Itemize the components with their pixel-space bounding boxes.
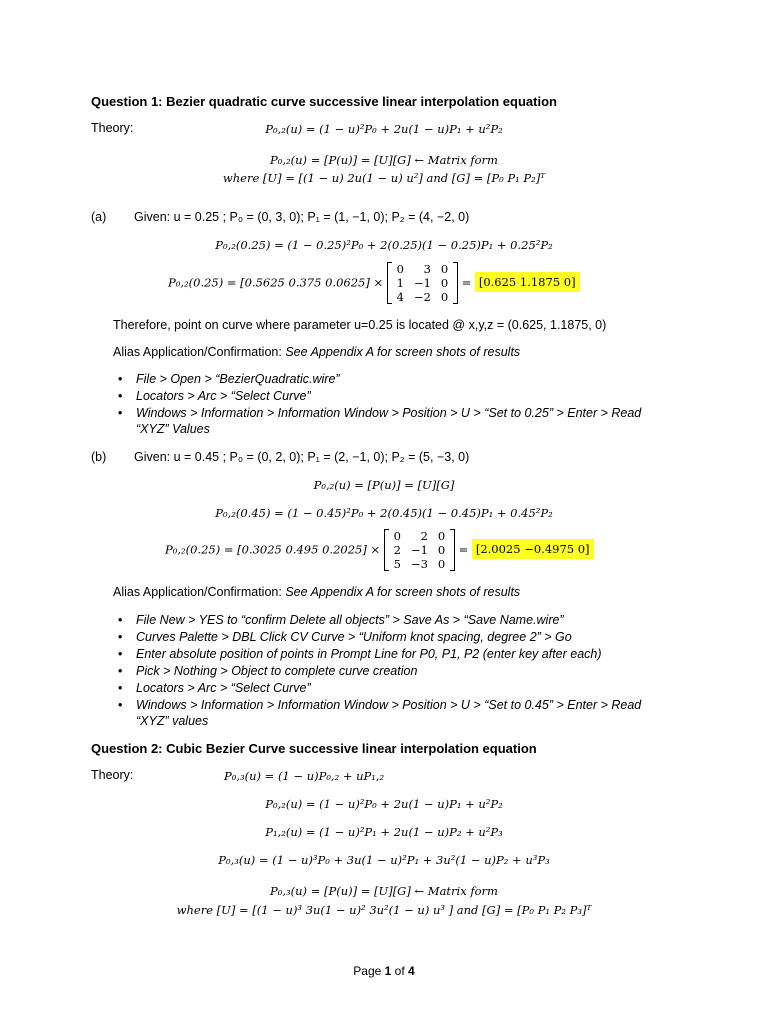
q1.a-cell: 4 bbox=[396, 290, 404, 304]
q2-eq2: P₀,₂(u) = (1 − u)²P₀ + 2u(1 − u)P₁ + u²P₂ bbox=[265, 797, 503, 811]
q1a-bullet-3-cont: “XYZ” Values bbox=[136, 422, 210, 436]
q1a-label: (a) bbox=[91, 210, 107, 224]
q1.a-cell: 3 bbox=[423, 262, 431, 276]
q1.b-cell: 2 bbox=[393, 543, 401, 557]
q1b-g-matrix bbox=[384, 529, 456, 571]
q1.b-cell: 5 bbox=[393, 557, 401, 571]
q1.a-cell: 1 bbox=[396, 276, 404, 290]
q1a-equals: = bbox=[461, 275, 472, 290]
q1b-given: Given: u = 0.45 ; P₀ = (0, 2, 0); P₁ = (2, −1, 0); P₂ = (5, −3, 0) bbox=[134, 450, 470, 464]
q1.a-cell: 0 bbox=[440, 290, 449, 304]
q2-eq4: P₀,₃(u) = (1 − u)³P₀ + 3u(1 − u)²P₁ + 3u²(1 − u)P₂ + u³P₃ bbox=[218, 853, 550, 867]
q2-eq3: P₁,₂(u) = (1 − u)²P₁ + 2u(1 − u)P₂ + u²P₃ bbox=[265, 825, 503, 839]
q1b-lhs: P₀,₂(0.25) = [0.3025 0.495 0.2025] × bbox=[165, 542, 381, 557]
page-word: Page bbox=[353, 964, 382, 978]
q1a-alias bbox=[113, 345, 520, 359]
q1.a-cell: −1 bbox=[413, 276, 431, 290]
q1.b-cell: 2 bbox=[420, 529, 428, 543]
q1.a-cell: −2 bbox=[413, 290, 431, 304]
q1a-alias-note: See Appendix A for screen shots of results bbox=[285, 345, 521, 359]
q1a-given: Given: u = 0.25 ; P₀ = (0, 3, 0); P₁ = (1, −1, 0); P₂ = (4, −2, 0) bbox=[134, 210, 470, 224]
q1b-bullet-6: • Windows > Information > Information Window > Position > U > “Set to 0.45” > Enter > Read bbox=[136, 698, 641, 712]
page-total: 4 bbox=[408, 964, 415, 978]
q1a-bullet-3: • Windows > Information > Information Window > Position > U > “Set to 0.25” > Enter > Read bbox=[136, 406, 641, 420]
q1-heading: Question 1: Bezier quadratic curve successive linear interpolation equation bbox=[91, 94, 557, 109]
q1.a-cell: 0 bbox=[440, 276, 449, 290]
q1b-bullet-3: • Enter absolute position of points in Prompt Line for P0, P1, P2 (enter key after each) bbox=[136, 647, 602, 661]
q1b-result: [2.0025 −0.4975 0] bbox=[472, 539, 594, 559]
q1b-equals: = bbox=[458, 542, 469, 557]
q1b-bullet-4: • Pick > Nothing > Object to complete curve creation bbox=[136, 664, 417, 678]
q1b-bullet-5: • Locators > Arc > “Select Curve” bbox=[136, 681, 311, 695]
q2-where: where [U] = [(1 − u)³ 3u(1 − u)² 3u²(1 − u) u³ ] and [G] = [P₀ P₁ P₂ P₃]ᵀ bbox=[176, 903, 592, 917]
q1-matrix-form: P₀,₂(u) = [P(u)] = [U][G] ← Matrix form bbox=[270, 153, 498, 167]
q1a-bullet-2: • Locators > Arc > “Select Curve” bbox=[136, 389, 311, 403]
q1.b-cell: 0 bbox=[437, 529, 446, 543]
q2-heading: Question 2: Cubic Bezier Curve successive linear interpolation equation bbox=[91, 741, 537, 756]
q1-where: where [U] = [(1 − u) 2u(1 − u) u²] and [G] = [P₀ P₁ P₂]ᵀ bbox=[222, 171, 546, 185]
q1.a-cell: 0 bbox=[396, 262, 404, 276]
q2-matrix-form: P₀,₃(u) = [P(u)] = [U][G] ← Matrix form bbox=[270, 884, 498, 898]
q2-eq1: P₀,₃(u) = (1 − u)P₀,₂ + uP₁,₂ bbox=[224, 769, 385, 783]
page-footer bbox=[0, 964, 768, 978]
q1-theory-eq1: P₀,₂(u) = (1 − u)²P₀ + 2u(1 − u)P₁ + u²P₂ bbox=[265, 122, 503, 136]
q1-theory-label: Theory: bbox=[91, 121, 134, 135]
q1.b-cell: 0 bbox=[393, 529, 401, 543]
q1.b-cell: −3 bbox=[410, 557, 428, 571]
q1a-eq: P₀,₂(0.25) = (1 − 0.25)²P₀ + 2(0.25)(1 − 0.25)P₁ + 0.25²P₂ bbox=[215, 238, 553, 252]
q1b-matrix-row bbox=[165, 529, 594, 571]
q1a-matrix-row bbox=[168, 262, 580, 304]
q1b-bullet-6-cont: “XYZ” values bbox=[136, 714, 209, 728]
q1b-alias bbox=[113, 585, 520, 599]
q1.b-cell: 0 bbox=[437, 543, 446, 557]
q1b-eq: P₀,₂(0.45) = (1 − 0.45)²P₀ + 2(0.45)(1 − 0.45)P₁ + 0.45²P₂ bbox=[215, 506, 553, 520]
q1.a-cell: 0 bbox=[440, 262, 449, 276]
q1a-bullet-1: • File > Open > “BezierQuadratic.wire” bbox=[136, 372, 340, 386]
q2-theory-label: Theory: bbox=[91, 768, 134, 782]
q1.b-cell: 0 bbox=[437, 557, 446, 571]
q1.b-cell: −1 bbox=[410, 543, 428, 557]
q1a-conclusion: Therefore, point on curve where parameter u=0.25 is located @ x,y,z = (0.625, 1.1875, 0) bbox=[113, 318, 607, 332]
q1b-bullet-2: • Curves Palette > DBL Click CV Curve > “Uniform knot spacing, degree 2” > Go bbox=[136, 630, 572, 644]
q1b-alias-note: See Appendix A for screen shots of results bbox=[285, 585, 521, 599]
of-word: of bbox=[394, 964, 405, 978]
q1b-eq0: P₀,₂(u) = [P(u)] = [U][G] bbox=[313, 478, 455, 492]
q1a-result: [0.625 1.1875 0] bbox=[475, 272, 580, 292]
q1b-label: (b) bbox=[91, 450, 107, 464]
q1b-bullet-1: • File New > YES to “confirm Delete all objects” > Save As > “Save Name.wire” bbox=[136, 613, 564, 627]
q1a-g-matrix bbox=[387, 262, 459, 304]
q1b-alias-label: Alias Application/Confirmation: bbox=[113, 585, 282, 599]
q1a-alias-label: Alias Application/Confirmation: bbox=[113, 345, 282, 359]
q1a-lhs: P₀,₂(0.25) = [0.5625 0.375 0.0625] × bbox=[168, 275, 384, 290]
page-number: 1 bbox=[384, 964, 392, 978]
